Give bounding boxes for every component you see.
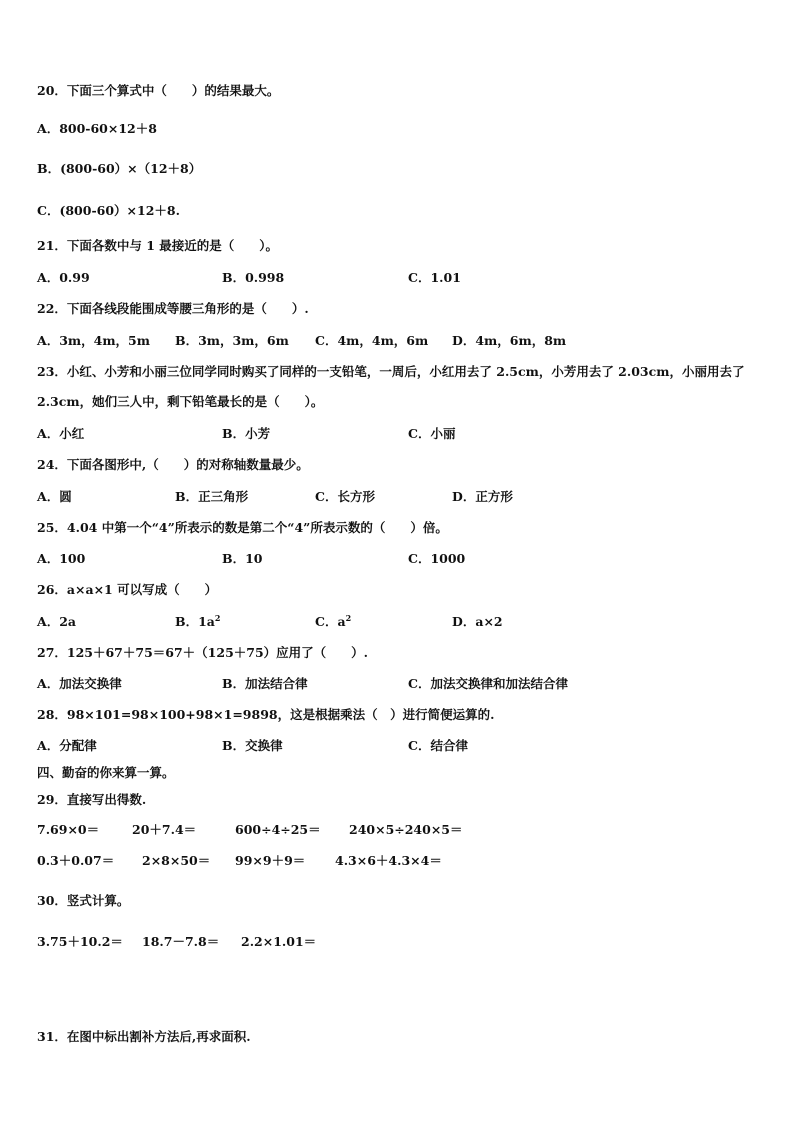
q21-option-b: B．0.998 bbox=[222, 270, 285, 285]
q24-option-d: D．正方形 bbox=[452, 489, 513, 504]
q21-option-c: C．1.01 bbox=[408, 270, 461, 285]
q22-option-c: C．4m，4m，6m bbox=[315, 333, 429, 348]
q27-option-a: A．加法交换律 bbox=[37, 676, 122, 691]
q27-stem: 27．125＋67＋75＝67＋（125＋75）应用了（ ）. bbox=[37, 645, 369, 660]
q22-stem: 22．下面各线段能围成等腰三角形的是（ ）. bbox=[37, 301, 309, 316]
q30-problem: 2.2×1.01＝ bbox=[241, 934, 317, 949]
q29-row-2 bbox=[0, 853, 794, 869]
q30-stem: 30．竖式计算。 bbox=[37, 893, 130, 908]
q21-option-a: A．0.99 bbox=[37, 270, 90, 285]
q25-option-c: C．1000 bbox=[408, 551, 466, 566]
q26-option-b-exponent: 2 bbox=[214, 612, 221, 623]
q27-option-c: C．加法交换律和加法结合律 bbox=[408, 676, 568, 691]
q28-option-b: B．交换律 bbox=[222, 738, 283, 753]
q25-options bbox=[0, 551, 794, 567]
q26-option-a: A．2a bbox=[37, 614, 76, 629]
q22-option-b: B．3m，3m，6m bbox=[175, 333, 289, 348]
q29-problem: 4.3×6＋4.3×4＝ bbox=[335, 853, 442, 868]
q24-options bbox=[0, 489, 794, 505]
q20-stem: 20．下面三个算式中（ ）的结果最大。 bbox=[37, 83, 280, 98]
q29-problem: 20＋7.4＝ bbox=[132, 822, 197, 837]
q25-option-b: B．10 bbox=[222, 551, 263, 566]
q31-stem: 31．在图中标出割补方法后,再求面积. bbox=[37, 1029, 251, 1044]
q29-row-1 bbox=[0, 822, 794, 838]
q20-option-c: C．(800-60）×12＋8. bbox=[37, 203, 180, 218]
section-4-title: 四、勤奋的你来算一算。 bbox=[37, 765, 175, 780]
q28-stem: 28．98×101=98×100+98×1=9898，这是根据乘法（ ）进行简便运算的. bbox=[37, 707, 495, 722]
q28-options bbox=[0, 738, 794, 754]
q29-problem: 600÷4÷25＝ bbox=[235, 822, 321, 837]
q25-stem: 25．4.04 中第一个“4”所表示的数是第二个“4”所表示数的（ ）倍。 bbox=[37, 520, 448, 535]
q30-row bbox=[0, 934, 794, 950]
q22-option-a: A．3m，4m，5m bbox=[37, 333, 150, 348]
q20-option-b: B．(800-60）×（12＋8） bbox=[37, 161, 202, 176]
q25-option-a: A．100 bbox=[37, 551, 86, 566]
q30-problem: 3.75＋10.2＝ bbox=[37, 934, 123, 949]
q24-stem: 24．下面各图形中,（ ）的对称轴数量最少。 bbox=[37, 457, 309, 472]
q21-stem: 21．下面各数中与 1 最接近的是（ ）。 bbox=[37, 238, 279, 253]
q24-option-a: A．圆 bbox=[37, 489, 72, 504]
q26-option-c-text: C．a bbox=[315, 614, 346, 629]
q23-option-c: C．小丽 bbox=[408, 426, 456, 441]
q30-problem: 18.7－7.8＝ bbox=[142, 934, 220, 949]
q26-options bbox=[0, 614, 794, 630]
q29-problem: 0.3＋0.07＝ bbox=[37, 853, 115, 868]
q23-option-a: A．小红 bbox=[37, 426, 85, 441]
q29-problem: 240×5÷240×5＝ bbox=[349, 822, 463, 837]
q23-options bbox=[0, 426, 794, 442]
q27-option-b: B．加法结合律 bbox=[222, 676, 308, 691]
q27-options bbox=[0, 676, 794, 692]
q29-stem: 29．直接写出得数. bbox=[37, 792, 147, 807]
q24-option-c: C．长方形 bbox=[315, 489, 375, 504]
q22-options bbox=[0, 333, 794, 349]
q26-stem: 26．a×a×1 可以写成（ ） bbox=[37, 582, 218, 597]
q26-option-b-text: B．1a bbox=[175, 614, 215, 629]
q26-option-c-exponent: 2 bbox=[345, 612, 352, 623]
q26-option-b bbox=[175, 614, 220, 630]
q23-option-b: B．小芳 bbox=[222, 426, 271, 441]
q28-option-c: C．结合律 bbox=[408, 738, 468, 753]
q29-problem: 7.69×0＝ bbox=[37, 822, 100, 837]
q26-option-d: D．a×2 bbox=[452, 614, 503, 629]
q24-option-b: B．正三角形 bbox=[175, 489, 249, 504]
q20-option-a: A．800-60×12＋8 bbox=[37, 121, 157, 136]
q28-option-a: A．分配律 bbox=[37, 738, 97, 753]
q21-options bbox=[0, 270, 794, 286]
q29-problem: 99×9＋9＝ bbox=[235, 853, 306, 868]
q23-stem: 23．小红、小芳和小丽三位同学同时购买了同样的一支铅笔，一周后，小红用去了 2.5cm，小芳用去了 2.03cm，小丽用去了 2.3cm，她们三人中，剩下铅笔最长的是（ ）。 bbox=[37, 364, 745, 409]
q29-problem: 2×8×50＝ bbox=[142, 853, 211, 868]
q26-option-c bbox=[315, 614, 351, 630]
q22-option-d: D．4m，6m，8m bbox=[452, 333, 567, 348]
